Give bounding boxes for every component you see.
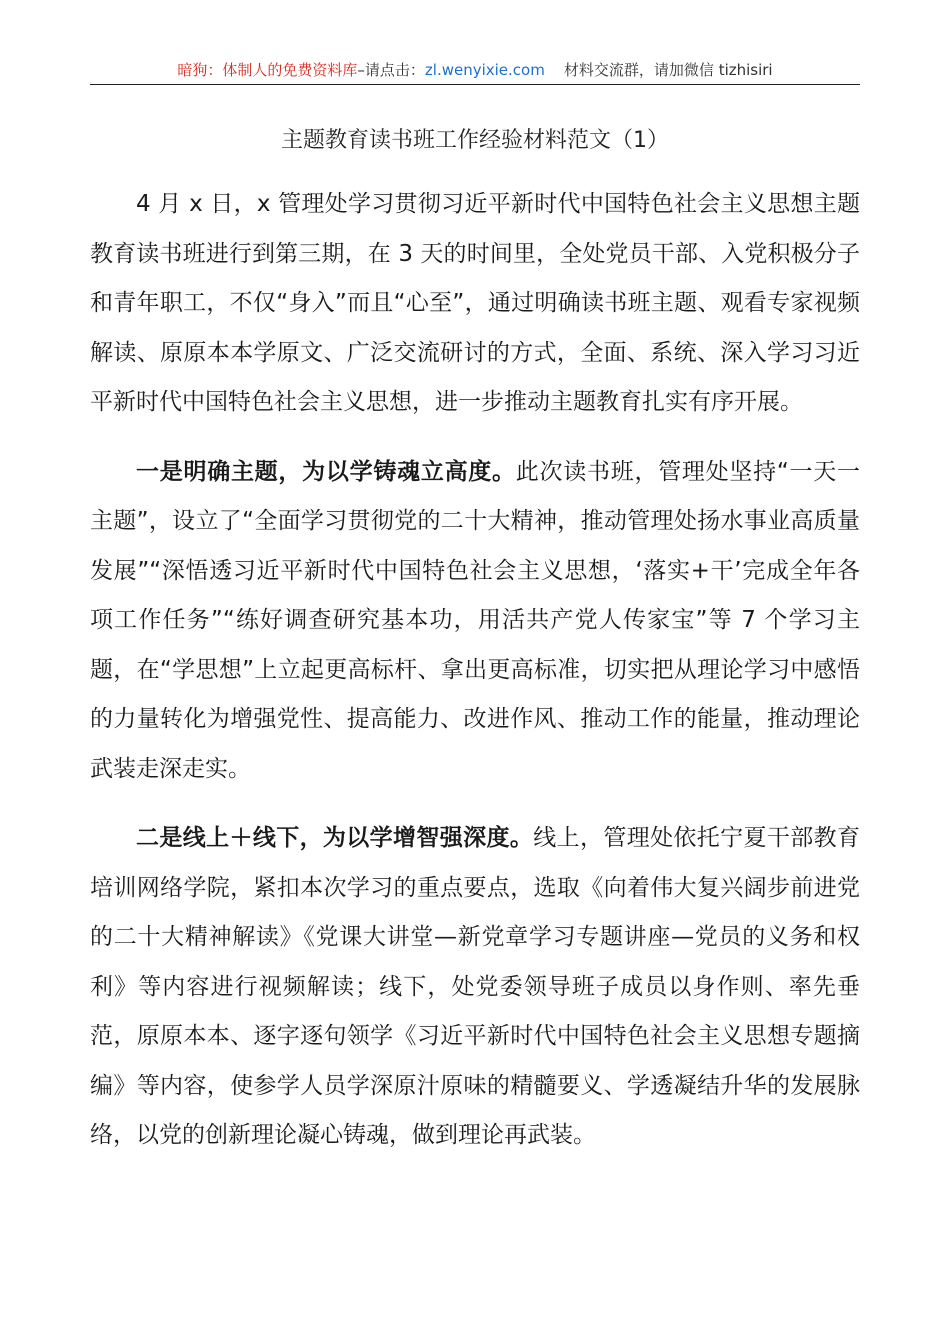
header-url-link[interactable]: zl.wenyixie.com [424,61,545,79]
document-title: 主题教育读书班工作经验材料范文（1） [281,128,669,153]
page-header [90,58,860,82]
paragraph-text: 线上，管理处依托宁夏干部教育培训网络学院，紧扣本次学习的重点要点，选取《向着伟大复兴阔步前进党的二十大精神解读》《党课大讲堂—新党章学习专题讲座—党员的义务和权利》等内容进行视频解读；线下，处党委领导班子成员以身作则、率先垂范，原原本本、逐字逐句领学《习近平新时代中国特色社会主义思想专题摘编》等内容，使参学人员学深原汁原味的精髓要义、学透凝结升华的发展脉络，以党的创新理论凝心铸魂，做到理论再武装。 [90,825,861,1148]
paragraph-text: 4 月 x 日，x 管理处学习贯彻习近平新时代中国特色社会主义思想主题教育读书班进行到第三期，在 3 天的时间里，全处党员干部、入党积极分子和青年职工，不仅“身入”而且“心至”，通过明确读书班主题、观看专家视频解读、原原本本学原文、广泛交流研讨的方式，全面、系统、深入学习习近平新时代中国特色社会主义思想，进一步推动主题教育扎实有序开展。 [90,191,860,415]
paragraph-lead: 一是明确主题，为以学铸魂立高度。 [136,458,516,485]
header-wechat: 材料交流群，请加微信 tizhisiri [563,61,773,79]
paragraph-text: 此次读书班，管理处坚持“一天一主题”，设立了“全面学习贯彻党的二十大精神，推动管理处扬水事业高质量发展”“深悟透习近平新时代中国特色社会主义思想，‘落实+干’完成全年各项工作任务”“练好调查研究基本功，用活共产党人传家宝”等 7 个学习主题，在“学思想”上立起更高标杆、拿出更高标准，切实把从理论学习中感悟的力量转化为增强党性、提高能力、改进作风、推动工作的能量，推动理论武装走深走实。 [90,458,860,782]
paragraph-intro [90,180,860,428]
paragraph-online-offline [90,814,860,1161]
header-brand: 暗狗：体制人的免费资料库 [177,61,358,79]
paragraph-lead: 二是线上＋线下，为以学增智强深度。 [136,825,534,851]
header-cta: –请点击： [357,61,425,79]
document-body [90,180,860,1161]
header-divider [90,84,860,85]
paragraph-clear-theme [90,448,860,795]
